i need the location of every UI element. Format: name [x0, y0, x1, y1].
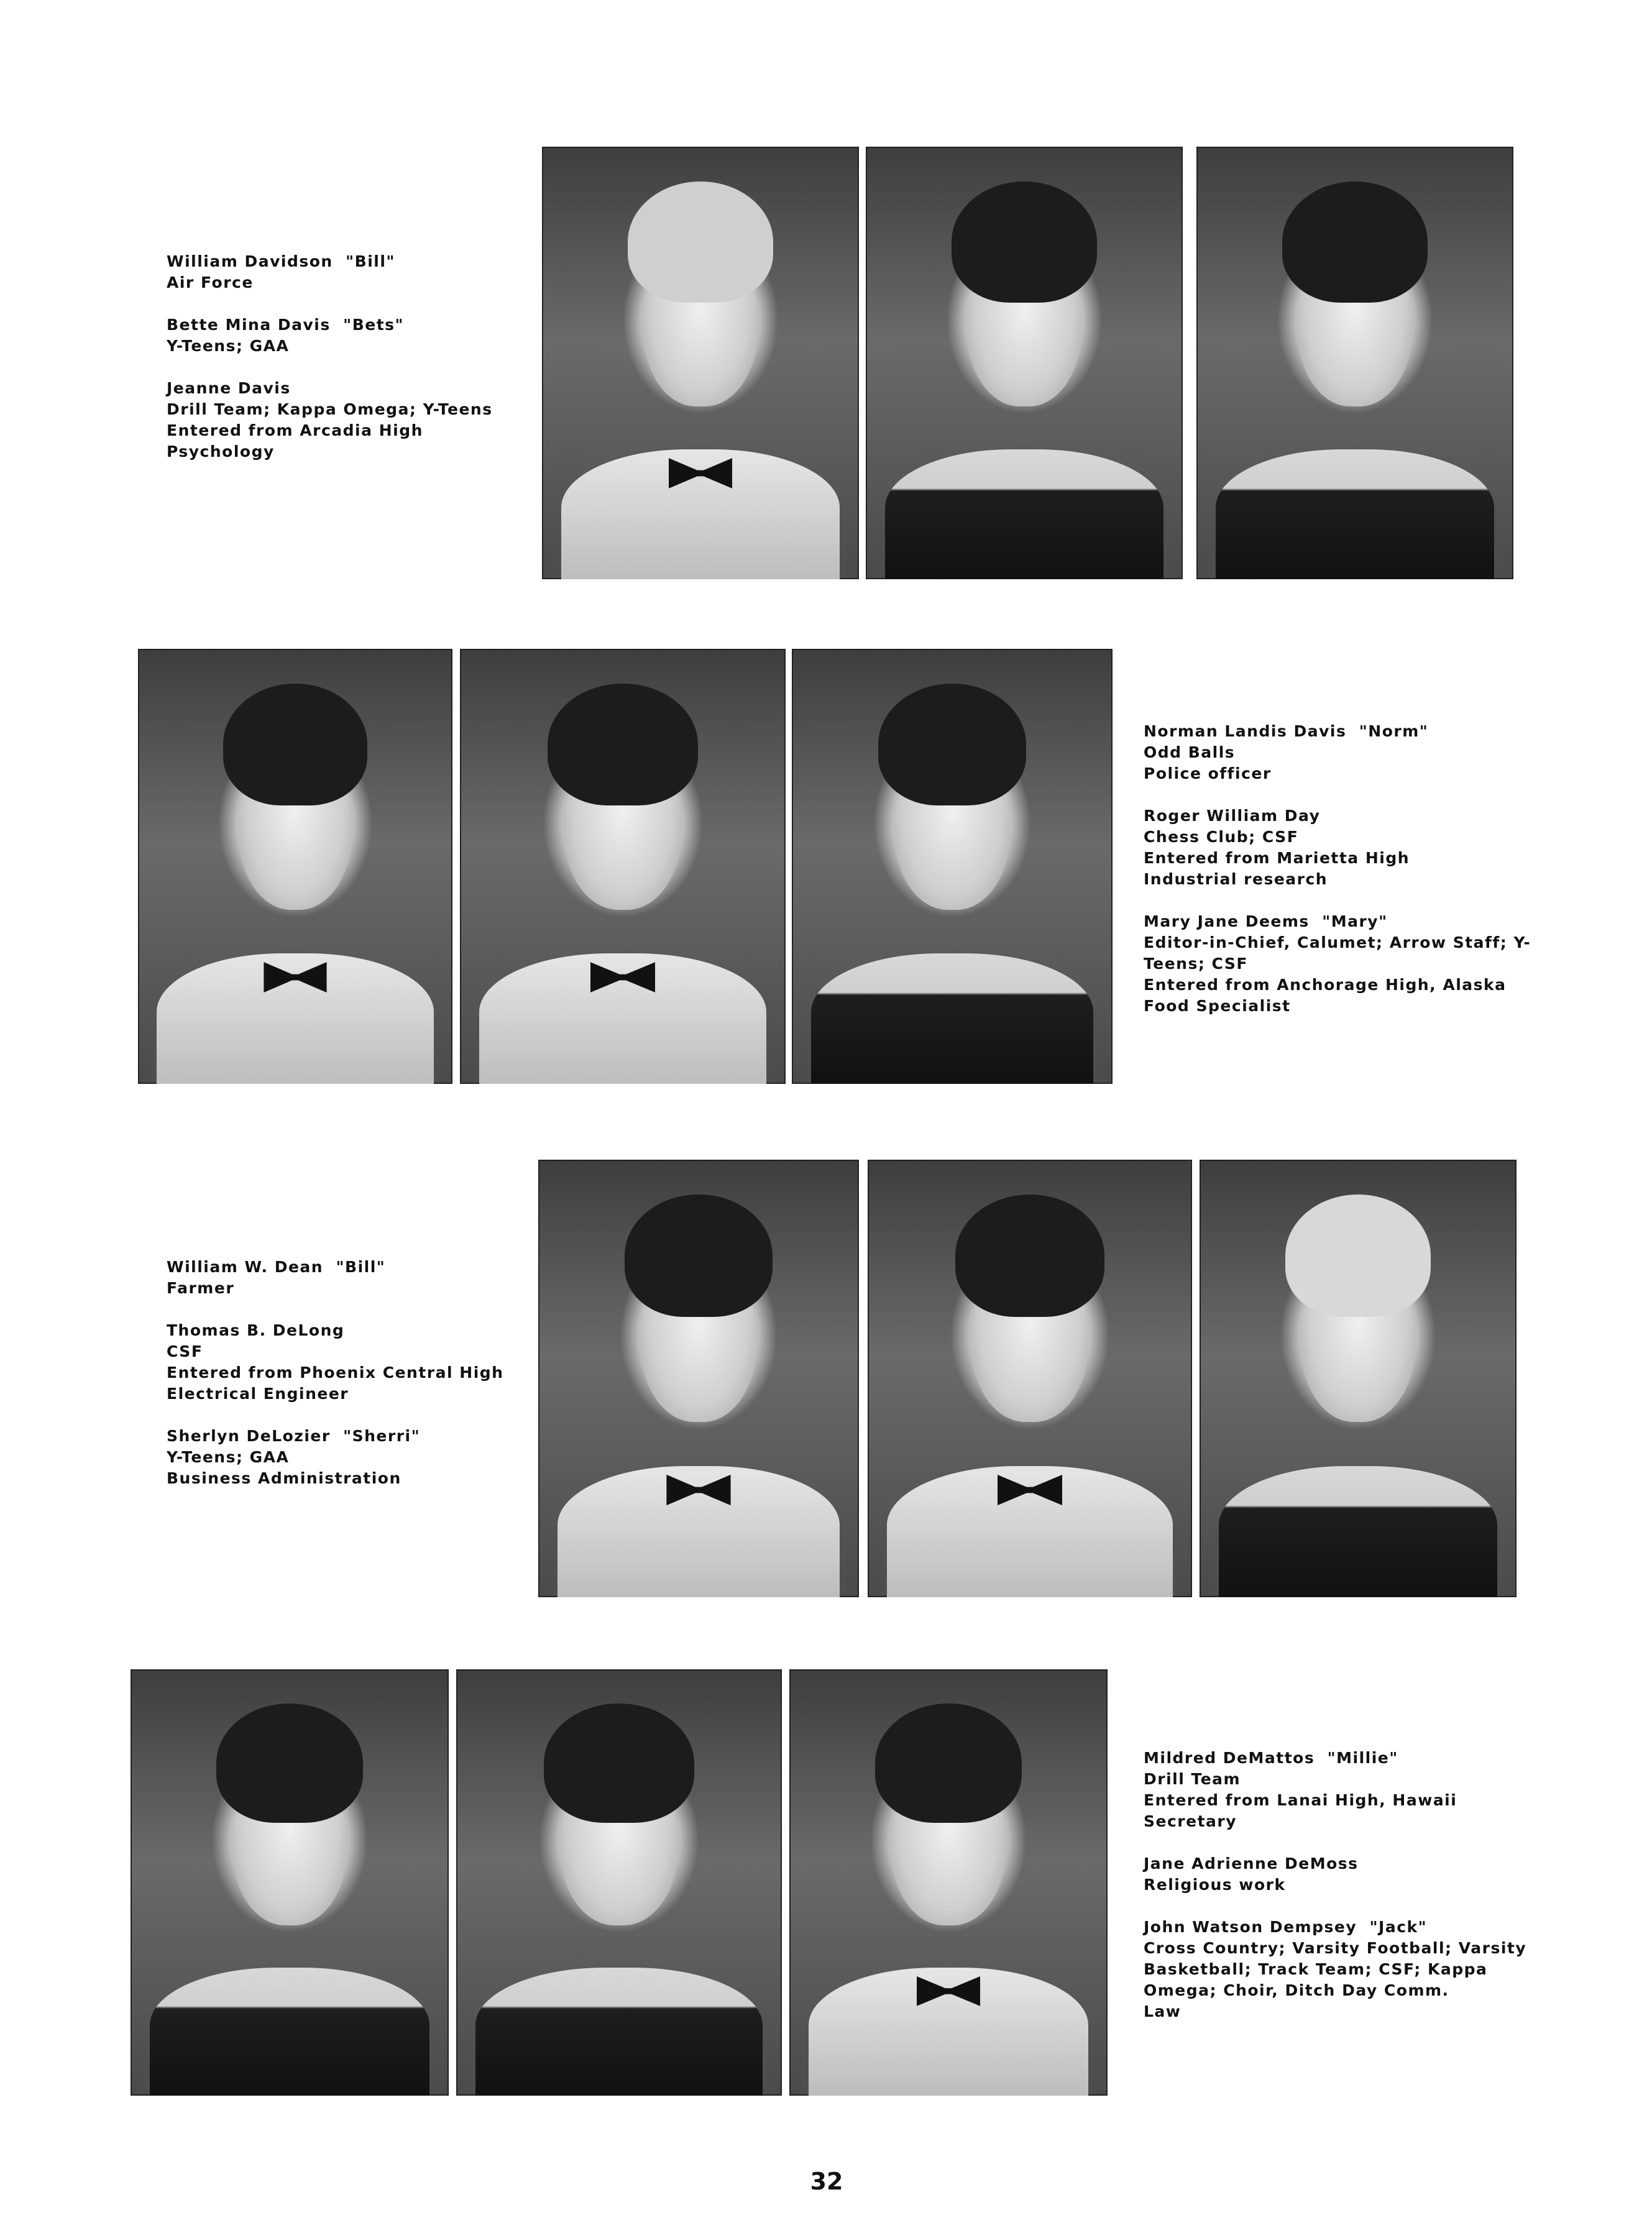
portrait-hair — [878, 684, 1026, 805]
student-entry — [167, 1257, 527, 1299]
portrait-hair — [544, 1703, 694, 1823]
student-detail: Entered from Phoenix Central High — [167, 1364, 504, 1382]
portrait-shoulders — [811, 953, 1093, 1084]
portrait-hair — [625, 1194, 772, 1317]
portrait-photo — [131, 1669, 449, 2096]
student-detail: Food Specialist — [1144, 997, 1291, 1015]
student-detail: CSF — [167, 1342, 203, 1360]
student-detail: Y-Teens; GAA — [167, 337, 290, 355]
portrait-hair — [628, 181, 774, 303]
student-detail: Air Force — [167, 273, 254, 291]
student-detail: Farmer — [167, 1279, 235, 1297]
portrait-photo — [542, 147, 859, 579]
portrait-hair — [1282, 181, 1428, 303]
portrait-hair — [955, 1194, 1104, 1317]
student-name: Mildred DeMattos "Millie" — [1144, 1749, 1398, 1767]
portrait-photo — [1196, 147, 1513, 579]
student-name: Bette Mina Davis "Bets" — [167, 316, 405, 334]
student-entry — [1144, 1853, 1518, 1896]
student-detail: Psychology — [167, 442, 275, 461]
student-detail: Religious work — [1144, 1876, 1286, 1894]
portrait-photo — [789, 1669, 1108, 2096]
portrait-shoulders — [887, 1466, 1172, 1597]
portrait-photo — [1200, 1160, 1517, 1597]
student-entry — [1144, 1917, 1527, 2022]
student-detail: Drill Team — [1144, 1770, 1241, 1788]
caption-block-2 — [1144, 721, 1531, 1038]
student-name: Roger William Day — [1144, 807, 1321, 825]
student-entry — [167, 378, 515, 462]
portrait-photo — [792, 649, 1113, 1084]
portrait-shoulders — [561, 449, 840, 579]
portrait-photo — [538, 1160, 859, 1597]
portrait-shoulders — [475, 1968, 762, 2096]
portrait-hair — [1285, 1194, 1431, 1317]
student-name: William Davidson "Bill" — [167, 252, 395, 270]
portrait-hair — [875, 1703, 1022, 1823]
portrait-hair — [223, 684, 368, 805]
student-name: John Watson Dempsey "Jack" — [1144, 1918, 1428, 1936]
student-name: William W. Dean "Bill" — [167, 1258, 386, 1276]
student-name: Thomas B. DeLong — [167, 1321, 345, 1339]
student-detail: Police officer — [1144, 764, 1272, 782]
portrait-hair — [952, 181, 1098, 303]
student-detail: Electrical Engineer — [167, 1385, 349, 1403]
portrait-shoulders — [558, 1466, 840, 1597]
student-detail: Y-Teens; GAA — [167, 1448, 290, 1466]
caption-block-4 — [1144, 1748, 1527, 2043]
portrait-photo — [138, 649, 452, 1084]
student-detail: Basketball; Track Team; CSF; Kappa — [1144, 1960, 1488, 1978]
student-entry — [167, 1320, 527, 1405]
student-detail: Entered from Anchorage High, Alaska — [1144, 976, 1507, 994]
portrait-photo — [456, 1669, 782, 2096]
student-detail: Odd Balls — [1144, 743, 1236, 761]
student-detail: Entered from Marietta High — [1144, 849, 1410, 867]
page-number: 32 — [810, 2168, 843, 2195]
student-detail: Law — [1144, 2002, 1182, 2020]
portrait-shoulders — [809, 1968, 1089, 2096]
student-detail: Chess Club; CSF — [1144, 828, 1299, 846]
student-entry — [167, 314, 515, 357]
student-detail: Entered from Lanai High, Hawaii — [1144, 1791, 1457, 1809]
student-detail: Cross Country; Varsity Football; Varsity — [1144, 1939, 1527, 1957]
student-name: Jane Adrienne DeMoss — [1144, 1855, 1359, 1873]
caption-block-1 — [167, 251, 515, 484]
portrait-photo — [868, 1160, 1192, 1597]
student-entry — [167, 251, 515, 293]
portrait-shoulders — [479, 953, 766, 1084]
portrait-shoulders — [1216, 449, 1495, 579]
student-entry — [1144, 805, 1518, 890]
student-name: Mary Jane Deems "Mary" — [1144, 912, 1388, 930]
student-detail: Drill Team; Kappa Omega; Y-Teens — [167, 400, 493, 418]
student-detail: Editor-in-Chief, Calumet; Arrow Staff; Y- — [1144, 933, 1531, 951]
student-detail: Teens; CSF — [1144, 955, 1248, 973]
portrait-hair — [548, 684, 697, 805]
student-detail: Secretary — [1144, 1812, 1237, 1830]
student-entry — [1144, 1748, 1518, 1832]
portrait-photo — [866, 147, 1183, 579]
portrait-shoulders — [885, 449, 1164, 579]
portrait-photo — [460, 649, 786, 1084]
student-detail: Entered from Arcadia High — [167, 421, 423, 439]
portrait-shoulders — [150, 1968, 430, 2096]
portrait-shoulders — [157, 953, 433, 1084]
student-detail: Business Administration — [167, 1469, 402, 1487]
student-name: Norman Landis Davis "Norm" — [1144, 722, 1429, 740]
portrait-shoulders — [1219, 1466, 1498, 1597]
student-entry — [1144, 721, 1518, 784]
portrait-hair — [216, 1703, 363, 1823]
student-name: Sherlyn DeLozier "Sherri" — [167, 1427, 421, 1445]
caption-block-3 — [167, 1257, 527, 1510]
student-detail: Omega; Choir, Ditch Day Comm. — [1144, 1981, 1449, 1999]
student-detail: Industrial research — [1144, 870, 1328, 888]
student-entry — [1144, 911, 1531, 1017]
student-entry — [167, 1426, 527, 1489]
student-name: Jeanne Davis — [167, 379, 291, 397]
